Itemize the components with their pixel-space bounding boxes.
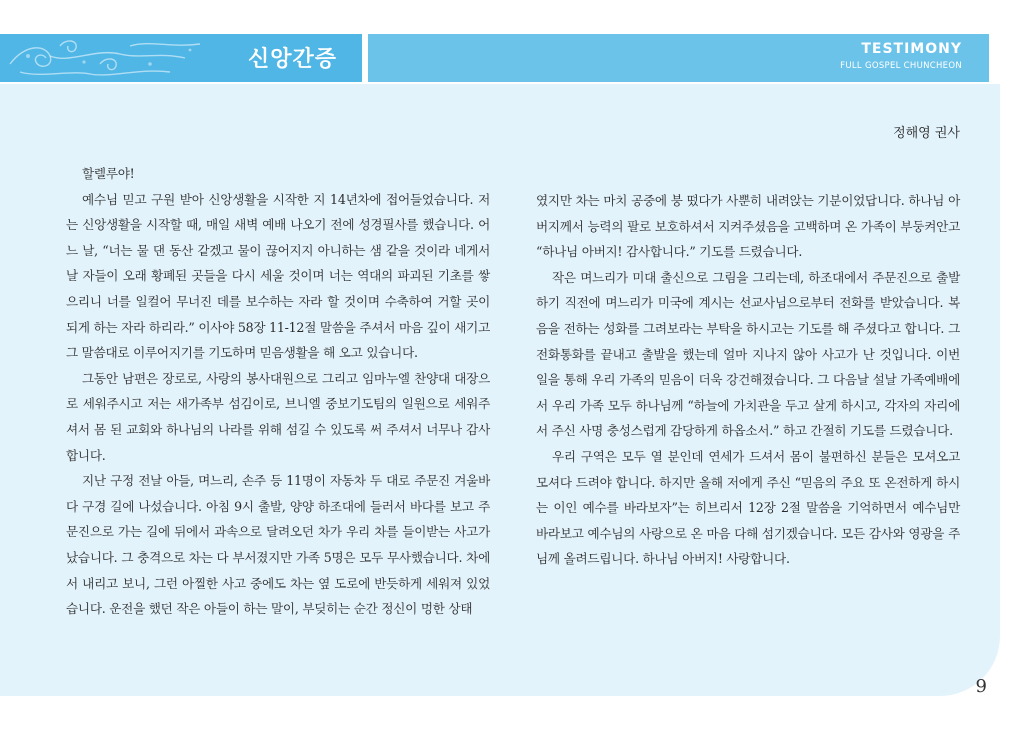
paragraph: 예수님 믿고 구원 받아 신앙생활을 시작한 지 14년차에 접어들었습니다. 저는 신앙생활을 시작할 때, 매일 새벽 예배 나오기 전에 성경필사를 했습니다. 어느 날, “너는 물 댄 동산 같겠고 물이 끊어지지 아니하는 샘 같을 것이라 네게서 날 자들이 오래 황폐된 곳들을 다시 세울 것이며 너는 역대의 파괴된 기초를 쌓으리니 너를 일컬어 무너진 데를 보수하는 자라 할 것이며 수축하여 거할 곳이 되게 하는 자라 하리라.” 이사야 58장 11-12절 말씀을 주셔서 마음 깊이 새기고 그 말씀대로 이루어지기를 기도하며 믿음생활을 해 오고 있습니다. [66,191,490,361]
swirl-ornament-icon [0,34,220,82]
author-name: 정해영 권사 [893,126,960,141]
paragraph: 지난 구정 전날 아들, 며느리, 손주 등 11명이 자동차 두 대로 주문진 겨울바다 구경 길에 나섰습니다. 아침 9시 출발, 양양 하조대에 들러서 바다를 보고 주문진으로 가는 길에 뒤에서 과속으로 달려오던 차가 우리 차를 들이받는 사고가 났습니다. 그 충격으로 차는 다 부서졌지만 가족 5명은 모두 무사했습니다. 차에서 내리고 보니, 그런 아찔한 사고 중에도 차는 옆 도로에 반듯하게 세워져 있었습니다. 운전을 했던 작은 아들이 하는 말이, 부딪히는 순간 정신이 멍한 상태 [66,473,490,617]
header-edge [989,34,1024,82]
church-label: FULL GOSPEL CHUNCHEON [840,61,962,71]
testimony-label-block [840,41,962,71]
testimony-label: TESTIMONY [861,41,962,57]
paragraph: 할렐루야! [82,166,135,181]
paragraph: 그동안 남편은 장로로, 사랑의 봉사대원으로 그리고 임마누엘 찬양대 대장으로 세워주시고 저는 새가족부 섬김이로, 브니엘 중보기도팀의 일원으로 세워주셔서 몸 된 교회와 하나님의 나라를 위해 섬길 수 있도록 써 주셔서 너무나 감사합니다. [66,370,490,463]
header-divider [362,34,368,82]
page-number: 9 [975,676,987,697]
left-column [66,161,490,622]
paragraph: 우리 구역은 모두 열 분인데 연세가 드셔서 몸이 불편하신 분들은 모셔오고 모셔다 드려야 합니다. 하지만 올해 저에게 주신 “믿음의 주요 또 온전하게 하시는 이인 예수를 바라보자”는 히브리서 12장 2절 말씀을 기억하면서 예수님만 바라보고 예수님의 사랑으로 온 마음 다해 섬기겠습니다. 모든 감사와 영광을 주님께 올려드립니다. 하나님 아버지! 사랑합니다. [536,448,960,567]
right-column [536,188,960,572]
section-title: 신앙간증 [248,47,338,72]
paragraph: 작은 며느리가 미대 출신으로 그림을 그리는데, 하조대에서 주문진으로 출발하기 직전에 며느리가 미국에 계시는 선교사님으로부터 전화를 받았습니다. 복음을 전하는 성화를 그려보라는 부탁을 하시고는 기도를 해 주셨다고 합니다. 그 전화통화를 끝내고 출발을 했는데 얼마 지나지 않아 사고가 난 것입니다. 이번 일을 통해 우리 가족의 믿음이 더욱 강건해졌습니다. 그 다음날 설날 가족예배에서 우리 가족 모두 하나님께 “하늘에 가치관을 두고 살게 하시고, 각자의 자리에서 주신 사명 충성스럽게 감당하게 하옵소서.” 하고 간절히 기도를 드렸습니다. [536,269,960,439]
paragraph: 였지만 차는 마치 공중에 붕 떴다가 사뿐히 내려앉는 기분이었답니다. 하나님 아버지께서 능력의 팔로 보호하셔서 지켜주셨음을 고백하며 온 가족이 부둥켜안고 “하나님 아버지! 감사합니다.” 기도를 드렸습니다. [536,193,960,260]
